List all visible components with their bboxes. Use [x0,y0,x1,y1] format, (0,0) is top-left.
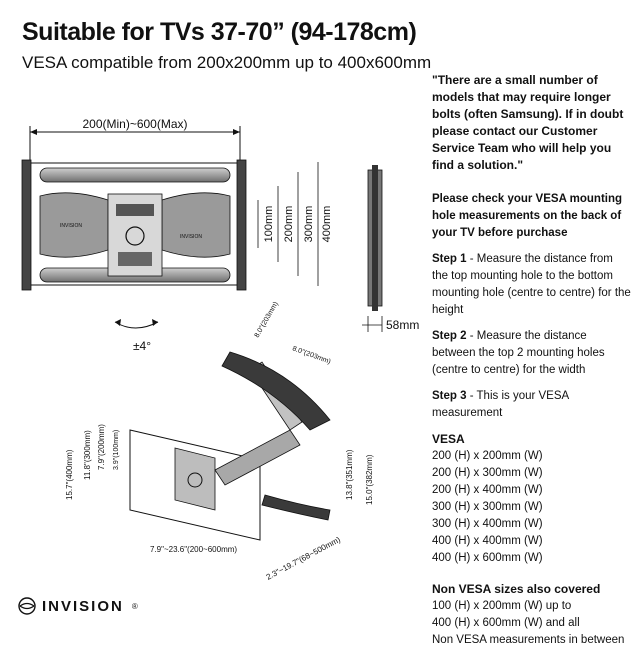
vesa-heading: VESA [432,432,465,446]
vesa-size-list [432,448,632,567]
vesa-size-item: 200 (H) x 200mm (W) [432,450,543,462]
invision-globe-icon [18,597,36,615]
height-300-label: 300mm [303,205,315,243]
h118-label: 11.8"(300mm) [83,430,92,480]
step-3-label: Step 3 [432,390,467,402]
front-view [22,160,246,290]
nonvesa-line: Non VESA measurements in between [432,634,625,646]
vesa-instructions [432,191,632,649]
height-dimensions [258,162,333,286]
vesa-size-item: 200 (H) x 300mm (W) [432,467,543,479]
vesa-size-item: 200 (H) x 400mm (W) [432,484,543,496]
nonvesa-line: 100 (H) x 200mm (W) up to [432,600,572,612]
step-2-label: Step 2 [432,330,467,342]
width-dimension [30,117,240,160]
nonvesa-heading: Non VESA sizes also covered [432,582,601,596]
h150-label: 15.0"(382mm) [365,454,374,505]
registered-mark: ® [131,601,138,611]
step-3 [432,388,632,422]
vesa-size-item: 400 (H) x 400mm (W) [432,535,543,547]
plate-brand-left: INVISION [60,223,82,229]
h79-label: 7.9"(200mm) [97,424,106,470]
height-200-label: 200mm [283,205,295,243]
page-title: Suitable for TVs 37-70” (94-178cm) [22,18,417,46]
width-range-label: 200(Min)~600(Max) [82,117,188,131]
h157-label: 15.7"(400mm) [65,449,74,500]
step-1-label: Step 1 [432,253,467,265]
vesa-size-item: 300 (H) x 400mm (W) [432,518,543,530]
tilt-indicator [115,319,158,353]
bolt-note: "There are a small number of models that may require longer bolts (often Samsung). If in doubt please contact our Customer Service Team who will help you find a solution." [432,73,624,172]
depth-label: 58mm [386,318,420,332]
step-2 [432,328,632,379]
tilt-label: ±4° [132,339,152,353]
step-1-text: - Measure the distance from the top mounting hole to the bottom mounting hole (centre to centre) for the height [432,253,631,316]
height-100-label: 100mm [263,205,275,243]
height-400-label: 400mm [321,205,333,243]
h39-label: 3.9"(100mm) [113,429,120,470]
brand-logo [18,597,138,615]
page-subtitle: VESA compatible from 200x200mm up to 400x600mm [22,53,432,72]
brand-logo-text: INVISION [42,597,124,615]
width-range-iso-label: 7.9"~23.6"(200~600mm) [150,545,238,554]
step-1 [432,251,632,319]
step-2-text: - Measure the distance between the top 2 mounting holes (centre to centre) for the width [432,330,605,376]
arm1-label: 8.0"(203mm) [253,300,280,339]
check-heading: Please check your VESA mounting hole measurements on the back of your TV before purchase [432,193,623,239]
extension-range-label: 2.3"~19.7"(68~500mm) [264,535,342,582]
h138-label: 13.8"(351mm) [345,449,354,500]
plate-brand-right: INVISION [180,234,202,240]
step-3-text: - This is your VESA measurement [432,390,569,419]
vesa-size-item: 400 (H) x 600mm (W) [432,552,543,564]
arm2-label: 8.0"(203mm) [291,345,332,366]
nonvesa-line: 400 (H) x 600mm (W) and all [432,617,580,629]
side-view [362,165,419,332]
isometric-view [65,301,374,582]
vesa-size-item: 300 (H) x 300mm (W) [432,501,543,513]
